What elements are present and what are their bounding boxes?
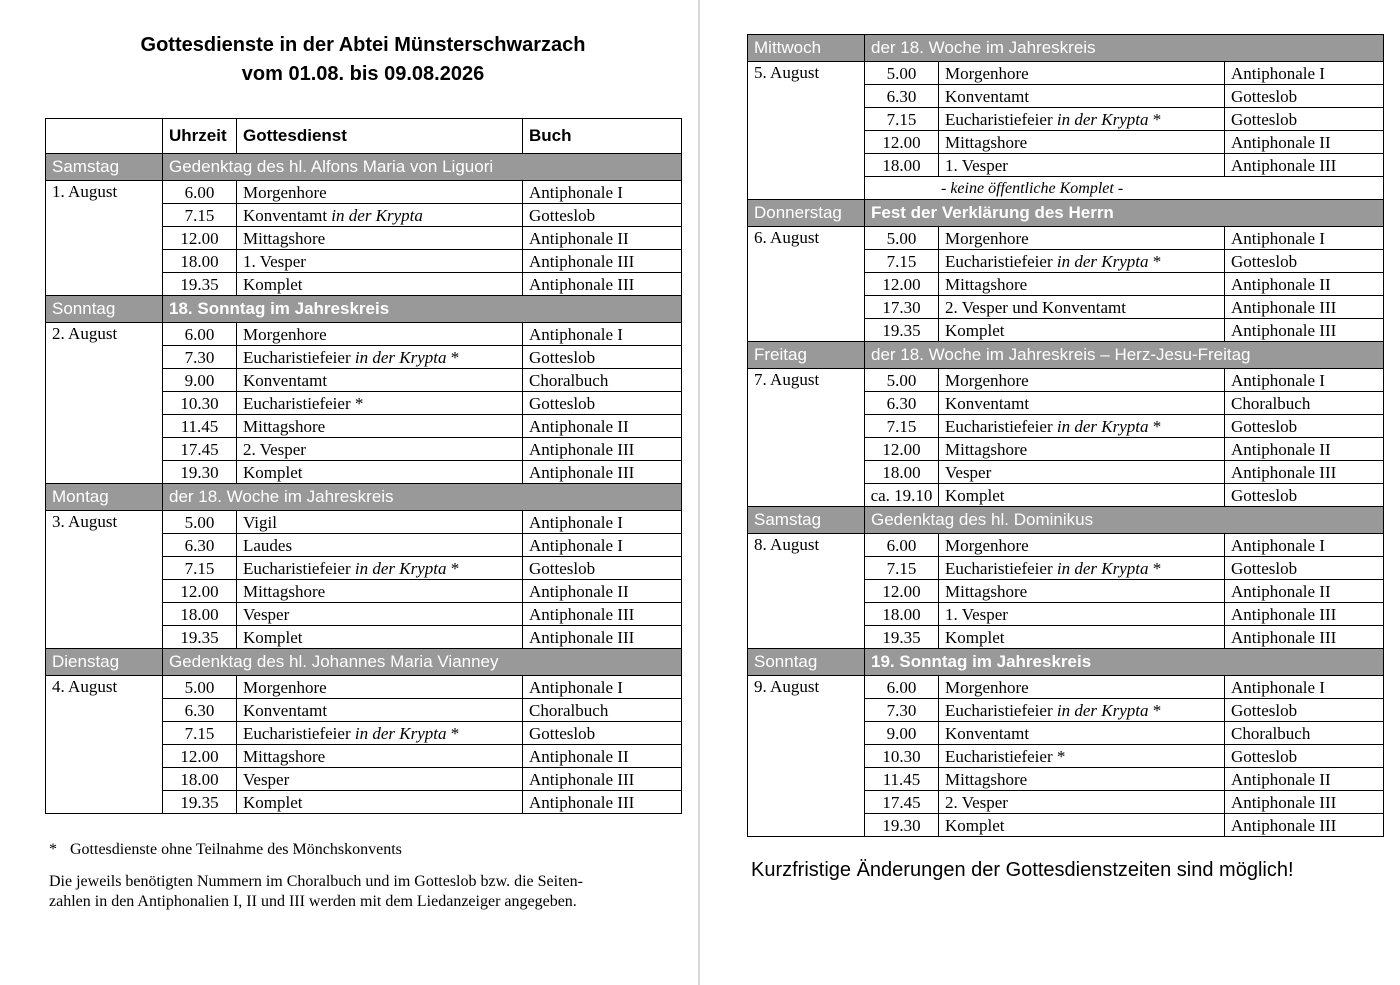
service-name: Konventamt — [243, 370, 328, 390]
book-cell: Antiphonale I — [1225, 676, 1384, 699]
title-line-2: vom 01.08. bis 09.08.2026 — [241, 63, 485, 85]
book-cell: Antiphonale III — [1225, 461, 1384, 484]
date-cell: 4. August — [46, 676, 163, 814]
page-divider — [698, 0, 700, 985]
day-header-row — [748, 507, 1384, 534]
service-cell — [237, 557, 523, 580]
service-cell — [939, 699, 1225, 722]
date-cell: 1. August — [46, 181, 163, 296]
book-cell: Gotteslob — [1225, 250, 1384, 273]
service-star: * — [446, 558, 460, 578]
book-cell: Antiphonale I — [523, 181, 682, 204]
right-page — [747, 0, 1383, 882]
feast-label: der 18. Woche im Jahreskreis — [163, 484, 682, 511]
service-star: * — [1148, 700, 1162, 720]
feast-label: Gedenktag des hl. Alfons Maria von Liguori — [163, 154, 682, 181]
book-cell: Antiphonale II — [523, 580, 682, 603]
service-cell — [939, 791, 1225, 814]
time-cell: 10.30 — [865, 745, 939, 768]
time-cell: 12.00 — [865, 438, 939, 461]
service-location: in der Krypta — [1056, 558, 1149, 578]
book-cell: Antiphonale II — [1225, 273, 1384, 296]
service-name: Eucharistiefeier — [243, 723, 355, 743]
book-cell: Antiphonale I — [523, 534, 682, 557]
day-header-row — [748, 35, 1384, 62]
feast-label: der 18. Woche im Jahreskreis — [865, 35, 1384, 62]
header-time: Uhrzeit — [163, 119, 237, 154]
service-name: Eucharistiefeier — [243, 393, 351, 413]
date-cell: 5. August — [748, 62, 865, 200]
book-cell: Choralbuch — [523, 369, 682, 392]
service-name: Eucharistiefeier — [945, 109, 1057, 129]
service-location: in der Krypta — [1056, 251, 1149, 271]
note-cell: - keine öffentliche Komplet - — [865, 177, 1384, 200]
time-cell: 12.00 — [163, 227, 237, 250]
time-cell: 6.30 — [865, 85, 939, 108]
service-location: in der Krypta — [331, 205, 423, 225]
book-cell: Choralbuch — [1225, 392, 1384, 415]
service-cell — [939, 154, 1225, 177]
day-header-row — [748, 649, 1384, 676]
book-cell: Antiphonale I — [523, 676, 682, 699]
service-row — [748, 534, 1384, 557]
book-cell: Antiphonale III — [1225, 296, 1384, 319]
service-cell — [939, 626, 1225, 649]
service-name: Eucharistiefeier — [243, 558, 355, 578]
book-cell: Antiphonale III — [523, 273, 682, 296]
time-cell: 19.35 — [163, 791, 237, 814]
time-cell: 19.35 — [865, 626, 939, 649]
service-row — [46, 676, 682, 699]
time-cell: 18.00 — [865, 461, 939, 484]
weekday-label: Montag — [46, 484, 163, 511]
book-cell: Antiphonale I — [1225, 534, 1384, 557]
time-cell: 17.30 — [865, 296, 939, 319]
service-name: Komplet — [243, 627, 303, 647]
book-cell: Gotteslob — [523, 204, 682, 227]
service-name: Morgenhore — [945, 370, 1029, 390]
book-cell: Gotteslob — [1225, 415, 1384, 438]
book-cell: Gotteslob — [523, 392, 682, 415]
service-location: in der Krypta — [354, 347, 447, 367]
book-cell: Antiphonale I — [523, 511, 682, 534]
service-row — [748, 369, 1384, 392]
service-cell — [939, 62, 1225, 85]
service-star: * — [1148, 416, 1162, 436]
service-cell — [237, 369, 523, 392]
book-cell: Antiphonale I — [523, 323, 682, 346]
service-star: * — [1148, 109, 1162, 129]
service-row — [46, 181, 682, 204]
service-cell — [237, 534, 523, 557]
service-name: Mittagshore — [945, 439, 1028, 459]
service-cell — [939, 319, 1225, 342]
time-cell: 18.00 — [163, 768, 237, 791]
service-location: in der Krypta — [354, 558, 447, 578]
service-name: Komplet — [243, 792, 303, 812]
feast-label: 18. Sonntag im Jahreskreis — [163, 296, 682, 323]
time-cell: 6.00 — [865, 676, 939, 699]
book-cell: Antiphonale III — [523, 250, 682, 273]
service-name: Konventamt — [243, 205, 332, 225]
service-star: * — [1052, 746, 1066, 766]
service-cell — [237, 438, 523, 461]
time-cell: 7.15 — [865, 250, 939, 273]
time-cell: 11.45 — [865, 768, 939, 791]
book-cell: Choralbuch — [523, 699, 682, 722]
service-name: Konventamt — [945, 86, 1030, 106]
service-cell — [939, 722, 1225, 745]
book-cell: Antiphonale III — [1225, 626, 1384, 649]
weekday-label: Sonntag — [748, 649, 865, 676]
service-cell — [237, 323, 523, 346]
schedule-body-left — [46, 154, 682, 814]
day-header-row — [748, 200, 1384, 227]
service-name: Mittagshore — [945, 581, 1028, 601]
service-star: * — [446, 723, 460, 743]
service-cell — [939, 814, 1225, 837]
service-name: Vesper — [243, 604, 290, 624]
service-cell — [939, 369, 1225, 392]
book-cell: Antiphonale II — [523, 227, 682, 250]
footnote-star-text: Gottesdienste ohne Teilnahme des Mönchskonvents — [70, 841, 402, 858]
footnote-line-2: zahlen in den Antiphonalien I, II und III werden mit dem Liedanzeiger angegeben. — [49, 893, 577, 910]
time-cell: 7.15 — [163, 204, 237, 227]
service-cell — [939, 461, 1225, 484]
service-name: Komplet — [945, 627, 1005, 647]
table-header-row — [46, 119, 682, 154]
book-cell: Gotteslob — [523, 346, 682, 369]
feast-label: 19. Sonntag im Jahreskreis — [865, 649, 1384, 676]
service-name: Vesper — [243, 769, 290, 789]
book-cell: Antiphonale I — [1225, 62, 1384, 85]
service-cell — [237, 603, 523, 626]
book-cell: Antiphonale I — [1225, 369, 1384, 392]
time-cell: 12.00 — [865, 580, 939, 603]
service-name: Mittagshore — [243, 416, 326, 436]
feast-label: Fest der Verklärung des Herrn — [865, 200, 1384, 227]
service-name: Eucharistiefeier — [945, 700, 1057, 720]
footnote-line-1: Die jeweils benötigten Nummern im Choralbuch und im Gotteslob bzw. die Seiten- — [49, 873, 583, 890]
service-name: 1. Vesper — [945, 155, 1008, 175]
time-cell: 18.00 — [163, 603, 237, 626]
book-cell: Gotteslob — [523, 722, 682, 745]
time-cell: 6.30 — [163, 534, 237, 557]
service-cell — [237, 181, 523, 204]
book-cell: Gotteslob — [1225, 745, 1384, 768]
time-cell: 7.15 — [163, 557, 237, 580]
service-name: 2. Vesper — [243, 439, 306, 459]
service-cell — [237, 580, 523, 603]
book-cell: Antiphonale III — [523, 626, 682, 649]
book-cell: Antiphonale III — [1225, 154, 1384, 177]
time-cell: 6.30 — [865, 392, 939, 415]
service-star: * — [446, 347, 460, 367]
service-cell — [939, 131, 1225, 154]
service-cell — [237, 511, 523, 534]
service-name: Konventamt — [945, 393, 1030, 413]
time-cell: 5.00 — [163, 676, 237, 699]
feast-label: Gedenktag des hl. Johannes Maria Vianney — [163, 649, 682, 676]
service-name: Eucharistiefeier — [945, 558, 1057, 578]
book-cell: Gotteslob — [1225, 85, 1384, 108]
service-cell — [939, 438, 1225, 461]
time-cell: 5.00 — [865, 62, 939, 85]
service-cell — [939, 745, 1225, 768]
book-cell: Antiphonale III — [523, 791, 682, 814]
book-cell: Antiphonale III — [523, 461, 682, 484]
time-cell: 6.00 — [163, 181, 237, 204]
service-cell — [939, 273, 1225, 296]
service-name: 2. Vesper und Konventamt — [945, 297, 1126, 317]
schedule-table-right — [747, 34, 1384, 837]
time-cell: 11.45 — [163, 415, 237, 438]
service-cell — [237, 346, 523, 369]
service-cell — [939, 768, 1225, 791]
service-cell — [237, 722, 523, 745]
footnote — [49, 840, 681, 912]
feast-label: der 18. Woche im Jahreskreis – Herz-Jesu-Freitag — [865, 342, 1384, 369]
time-cell: 17.45 — [163, 438, 237, 461]
left-page — [45, 0, 681, 912]
day-header-row — [46, 484, 682, 511]
service-cell — [939, 676, 1225, 699]
time-cell: 7.15 — [163, 722, 237, 745]
service-name: Konventamt — [243, 700, 328, 720]
time-cell: ca. 19.10 — [865, 484, 939, 507]
book-cell: Antiphonale III — [1225, 814, 1384, 837]
time-cell: 19.30 — [865, 814, 939, 837]
service-name: Eucharistiefeier — [945, 746, 1053, 766]
time-cell: 7.30 — [865, 699, 939, 722]
weekday-label: Mittwoch — [748, 35, 865, 62]
time-cell: 10.30 — [163, 392, 237, 415]
book-cell: Antiphonale II — [1225, 768, 1384, 791]
time-cell: 12.00 — [865, 273, 939, 296]
service-name: Mittagshore — [243, 746, 326, 766]
time-cell: 6.30 — [163, 699, 237, 722]
book-cell: Gotteslob — [1225, 557, 1384, 580]
day-header-row — [46, 296, 682, 323]
time-cell: 18.00 — [865, 603, 939, 626]
service-location: in der Krypta — [1056, 416, 1149, 436]
header-service: Gottesdienst — [237, 119, 523, 154]
changes-remark: Kurzfristige Änderungen der Gottesdienstzeiten sind möglich! — [751, 859, 1294, 881]
service-cell — [939, 603, 1225, 626]
day-header-row — [46, 154, 682, 181]
time-cell: 19.30 — [163, 461, 237, 484]
book-cell: Gotteslob — [1225, 484, 1384, 507]
service-name: Komplet — [945, 320, 1005, 340]
date-cell: 3. August — [46, 511, 163, 649]
service-name: Morgenhore — [243, 182, 327, 202]
time-cell: 7.15 — [865, 415, 939, 438]
service-cell — [237, 204, 523, 227]
service-star: * — [1148, 558, 1162, 578]
service-name: Morgenhore — [945, 677, 1029, 697]
weekday-label: Samstag — [46, 154, 163, 181]
service-star: * — [1148, 251, 1162, 271]
book-cell: Gotteslob — [523, 557, 682, 580]
date-cell: 7. August — [748, 369, 865, 507]
book-cell: Antiphonale III — [1225, 603, 1384, 626]
schedule-body-right — [748, 35, 1384, 837]
book-cell: Antiphonale II — [1225, 438, 1384, 461]
book-cell: Antiphonale III — [523, 438, 682, 461]
service-cell — [237, 676, 523, 699]
service-location: in der Krypta — [354, 723, 447, 743]
service-cell — [237, 415, 523, 438]
service-name: Morgenhore — [243, 677, 327, 697]
weekday-label: Sonntag — [46, 296, 163, 323]
footnote-star-line — [49, 840, 681, 860]
service-cell — [939, 534, 1225, 557]
service-name: Komplet — [945, 485, 1005, 505]
service-cell — [237, 768, 523, 791]
book-cell: Antiphonale II — [1225, 131, 1384, 154]
time-cell: 9.00 — [865, 722, 939, 745]
service-name: Mittagshore — [945, 132, 1028, 152]
book-cell: Gotteslob — [1225, 108, 1384, 131]
service-name: Laudes — [243, 535, 293, 555]
service-cell — [939, 227, 1225, 250]
service-name: Vesper — [945, 462, 992, 482]
service-row — [748, 676, 1384, 699]
service-name: Komplet — [243, 462, 303, 482]
service-cell — [939, 108, 1225, 131]
service-name: Komplet — [945, 815, 1005, 835]
service-name: Konventamt — [945, 723, 1030, 743]
book-cell: Antiphonale III — [523, 768, 682, 791]
book-cell: Gotteslob — [1225, 699, 1384, 722]
service-cell — [237, 250, 523, 273]
service-name: 1. Vesper — [243, 251, 306, 271]
time-cell: 5.00 — [865, 227, 939, 250]
service-cell — [939, 392, 1225, 415]
service-star: * — [350, 393, 364, 413]
service-name: Komplet — [243, 274, 303, 294]
feast-label: Gedenktag des hl. Dominikus — [865, 507, 1384, 534]
service-name: Morgenhore — [945, 228, 1029, 248]
time-cell: 12.00 — [865, 131, 939, 154]
book-cell: Antiphonale III — [1225, 791, 1384, 814]
date-cell: 9. August — [748, 676, 865, 837]
time-cell: 5.00 — [865, 369, 939, 392]
service-cell — [237, 273, 523, 296]
service-cell — [939, 250, 1225, 273]
time-cell: 18.00 — [163, 250, 237, 273]
weekday-label: Donnerstag — [748, 200, 865, 227]
time-cell: 5.00 — [163, 511, 237, 534]
book-cell: Antiphonale I — [1225, 227, 1384, 250]
service-name: Mittagshore — [945, 769, 1028, 789]
service-name: Eucharistiefeier — [945, 416, 1057, 436]
book-cell: Antiphonale III — [523, 603, 682, 626]
time-cell: 6.00 — [163, 323, 237, 346]
service-cell — [237, 699, 523, 722]
time-cell: 7.15 — [865, 557, 939, 580]
time-cell: 7.15 — [865, 108, 939, 131]
service-name: Eucharistiefeier — [243, 347, 355, 367]
weekday-label: Freitag — [748, 342, 865, 369]
service-cell — [237, 745, 523, 768]
document-title — [45, 31, 681, 89]
time-cell: 6.00 — [865, 534, 939, 557]
service-cell — [237, 461, 523, 484]
footnote-star: * — [49, 841, 57, 858]
service-row — [46, 511, 682, 534]
date-cell: 8. August — [748, 534, 865, 649]
day-header-row — [748, 342, 1384, 369]
service-cell — [939, 296, 1225, 319]
service-cell — [939, 557, 1225, 580]
date-cell: 2. August — [46, 323, 163, 484]
service-name: Mittagshore — [945, 274, 1028, 294]
weekday-label: Dienstag — [46, 649, 163, 676]
time-cell: 17.45 — [865, 791, 939, 814]
book-cell: Antiphonale II — [523, 415, 682, 438]
service-name: Eucharistiefeier — [945, 251, 1057, 271]
service-name: Mittagshore — [243, 228, 326, 248]
time-cell: 9.00 — [163, 369, 237, 392]
time-cell: 19.35 — [163, 273, 237, 296]
weekday-label: Samstag — [748, 507, 865, 534]
time-cell: 7.30 — [163, 346, 237, 369]
time-cell: 18.00 — [865, 154, 939, 177]
service-row — [46, 323, 682, 346]
service-name: 2. Vesper — [945, 792, 1008, 812]
header-book: Buch — [523, 119, 682, 154]
service-cell — [939, 415, 1225, 438]
service-name: 1. Vesper — [945, 604, 1008, 624]
service-cell — [939, 85, 1225, 108]
time-cell: 12.00 — [163, 580, 237, 603]
service-cell — [237, 227, 523, 250]
service-name: Vigil — [243, 512, 277, 532]
service-cell — [237, 626, 523, 649]
service-name: Morgenhore — [945, 63, 1029, 83]
service-name: Morgenhore — [243, 324, 327, 344]
service-row — [748, 227, 1384, 250]
book-cell: Antiphonale II — [1225, 580, 1384, 603]
time-cell: 19.35 — [865, 319, 939, 342]
service-name: Morgenhore — [945, 535, 1029, 555]
service-location: in der Krypta — [1056, 109, 1149, 129]
service-cell — [939, 580, 1225, 603]
schedule-table-left — [45, 118, 682, 814]
header-day — [46, 119, 163, 154]
book-cell: Choralbuch — [1225, 722, 1384, 745]
day-header-row — [46, 649, 682, 676]
service-name: Mittagshore — [243, 581, 326, 601]
date-cell: 6. August — [748, 227, 865, 342]
service-cell — [939, 484, 1225, 507]
service-cell — [237, 791, 523, 814]
time-cell: 12.00 — [163, 745, 237, 768]
service-row — [748, 62, 1384, 85]
book-cell: Antiphonale III — [1225, 319, 1384, 342]
service-cell — [237, 392, 523, 415]
service-location: in der Krypta — [1056, 700, 1149, 720]
book-cell: Antiphonale II — [523, 745, 682, 768]
time-cell: 19.35 — [163, 626, 237, 649]
title-line-1: Gottesdienste in der Abtei Münsterschwarzach — [140, 34, 586, 56]
